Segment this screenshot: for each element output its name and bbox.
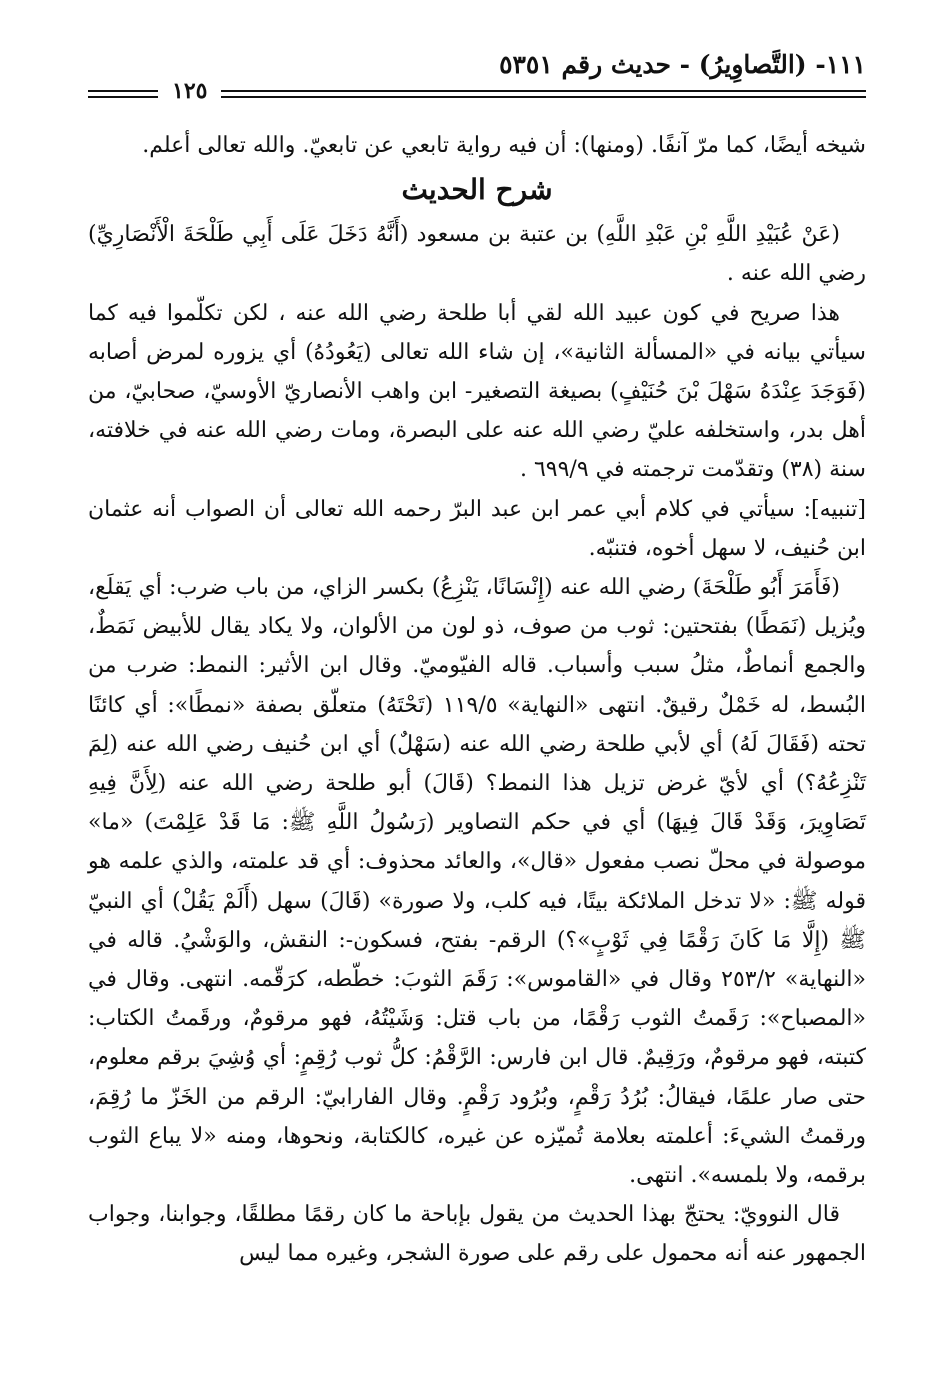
running-title: ١١١- (التَّصاوِيرُ) - حديث رقم ٥٣٥١	[499, 50, 866, 79]
body-text	[88, 126, 866, 1274]
document-page	[88, 44, 866, 1344]
paragraph-4: [تنبيه]: سيأتي في كلام أبي عمر ابن عبد البرّ رحمه الله تعالى أن الصواب أنه عثمان ابن حُنيف، لا سهل أخوه، فتنبّه.	[88, 496, 866, 561]
section-heading: شرح الحديث	[401, 173, 553, 207]
paragraph-6: قال النوويّ: يحتجّ بهذا الحديث من يقول بإباحة ما كان رقمًا مطلقًا، وجوابنا، وجواب الجمهور عنه أنه محمول على رقم على صورة الشجر، وغيره مما ليس	[88, 1202, 866, 1267]
paragraph-2: (عَنْ عُبَيْدِ اللَّهِ بْنِ عَبْدِ اللَّهِ) بن عتبة بن مسعود (أَنَّهُ دَخَلَ عَلَى أَبِي طَلْحَةَ الْأَنْصَارِيِّ) رضي الله عنه .	[88, 222, 866, 287]
paragraph-5: (فَأَمَرَ أَبُو طَلْحَةَ) رضي الله عنه (إِنْسَانًا، يَنْزِعُ) بكسر الزاي، من باب ضرب: أي يَقلَع، ويُزيل (نَمَطًا) بفتحتين: ثوب من صوف، ذو لون من الألوان، ولا يكاد يقال للأبيض نَمَطٌ، والجمع أنماطٌ، مثلُ سبب وأسباب. قاله الفيّوميّ. وقال ابن الأثير: النمط: ضرب من البُسط، له خَمْلٌ رقيقٌ. انتهى «النهاية» ١١٩/٥ (تَحْتَهُ) متعلّق بصفة «نمطًا»: أي كائنًا تحته (فَقَالَ لَهُ) أي لأبي طلحة رضي الله عنه (سَهْلٌ) أي ابن حُنيف رضي الله عنه (لِمَ تَنْزِعُهُ؟) أي لأيّ غرض تزيل هذا النمط؟ (قَالَ) أبو طلحة رضي الله عنه (لِأَنَّ فِيهِ تَصَاوِيرَ، وَقَدْ قَالَ فِيهَا) أي في حكم التصاوير (رَسُولُ اللَّهِ ﷺ: مَا قَدْ عَلِمْتَ) «ما» موصولة في محلّ نصب مفعول «قال»، والعائد محذوف: أي قد علمته، والذي علمه هو قوله ﷺ: «لا تدخل الملائكة بيتًا، فيه كلب، ولا صورة» (قَالَ) سهل (أَلَمْ يَقُلْ) أي النبيّ ﷺ (إِلَّا مَا كَانَ رَقْمًا فِي ثَوْبٍ»؟) الرقم- بفتح، فسكون-: النقش، والوَشْيُ. قاله في «النهاية» ٢٥٣/٢ وقال في «القاموس»: رَقَمَ الثوبَ: خطّطه، كرَقّمه. انتهى. وقال في «المصباح»: رَقَمتُ الثوب رَقْمًا، من باب قتل: وَشَيْتُهُ، فهو مرقومٌ، ورقَمتُ الكتاب: كتبته، فهو مرقومٌ، ورَقِيمٌ. قال ابن فارس: الرَّقْمُ: كلُّ ثوب رُقِمٍ: أي وُشِيَ برقم معلوم، حتى صار علمًا، فيقالُ: بُرُدُ رَقْمٍ، وبُرُود رَقْمٍ. وقال الفارابيّ: الرقم من الخَزّ ما رُقِمَ، ورقمتُ الشيءَ: أعلمته بعلامة تُميّزه عن غيره، كالكتابة، ونحوها، ومنه «لا يباع الثوب برقمه، ولا بلمسه». انتهى.	[88, 575, 866, 1189]
paragraph-1: شيخه أيضًا، كما مرّ آنفًا. (ومنها): أن فيه رواية تابعي عن تابعيّ. والله تعالى أعلم.	[142, 133, 866, 158]
page-number: ١٢٥	[158, 78, 221, 104]
paragraph-3: هذا صريح في كون عبيد الله لقي أبا طلحة رضي الله عنه ، لكن تكلّموا فيه كما سيأتي بيانه في «المسألة الثانية»، إن شاء الله تعالى (يَعُودُهُ) أي يزوره لمرض أصابه (فَوَجَدَ عِنْدَهُ سَهْلَ بْنَ حُنَيْفٍ) بصيغة التصغير- ابن واهب الأنصاريّ الأوسيّ، صحابيّ، من أهل بدر، واستخلفه عليّ رضي الله عنه على البصرة، ومات رضي الله عنه في خلافته، سنة (٣٨) وتقدّمت ترجمته في ٦٩٩/٩ .	[88, 300, 866, 483]
page-header	[88, 44, 866, 104]
